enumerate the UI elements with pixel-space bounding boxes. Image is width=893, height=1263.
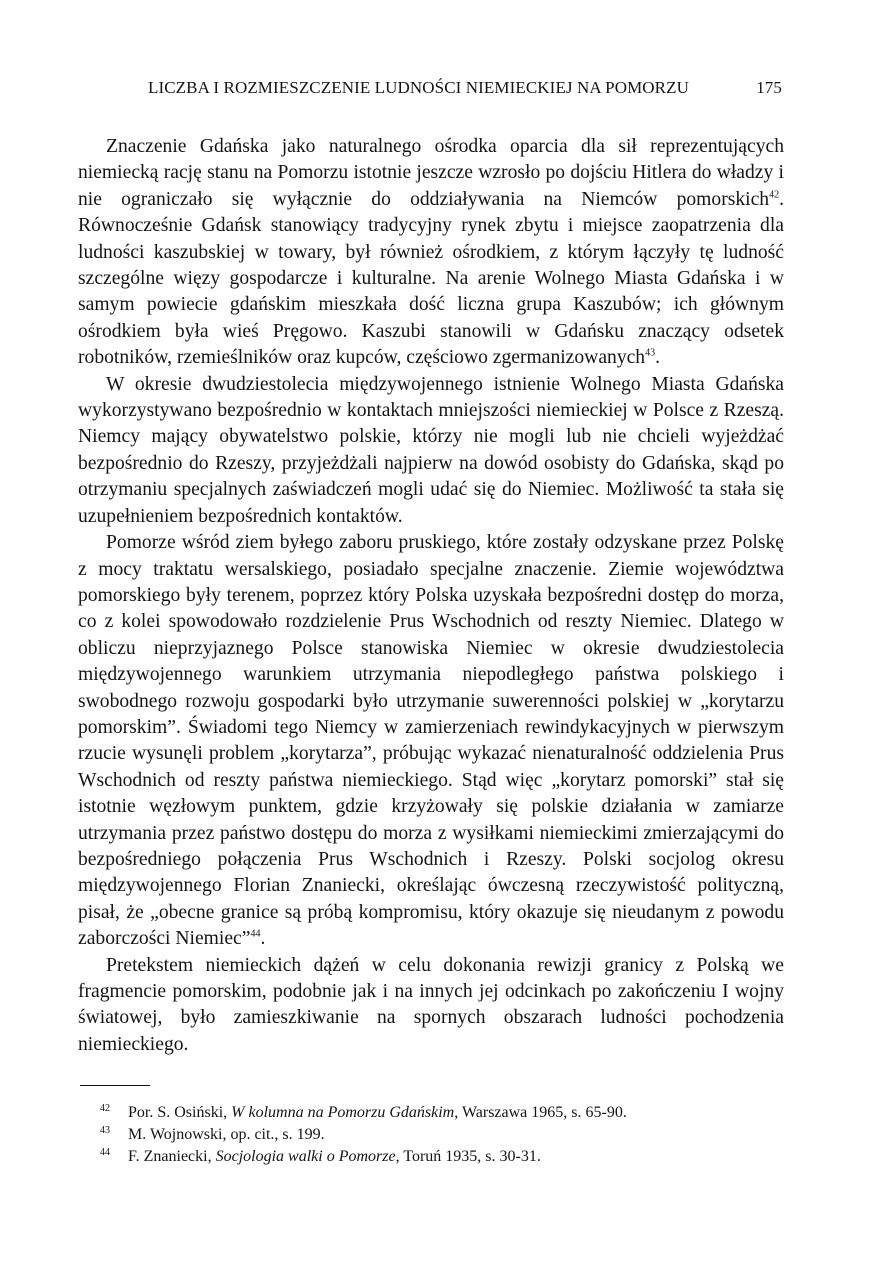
footnote-ref[interactable]: 44 <box>250 928 261 940</box>
running-header <box>78 78 782 98</box>
footnote-author: F. Znaniecki, <box>128 1148 212 1165</box>
footnote-rest: , op. cit., s. 199. <box>222 1126 325 1143</box>
footnote-divider <box>80 1085 150 1086</box>
paragraph <box>78 372 784 530</box>
page-number: 175 <box>756 78 782 97</box>
footnote <box>100 1124 780 1146</box>
paragraph-text: Pomorze wśród ziem byłego zaboru pruskiego, które zostały odzyskane przez Polskę z mocy traktatu wersalskiego, posiadało specjalne znaczenie. Ziemie województwa pomorskiego były terenem, poprzez który Polska uzyskała bezpośredni dostęp do morza, co z kolei spowodowało rozdzielenie Prus Wschodnich od reszty Niemiec. Dlatego w obliczu nieprzyjaznego Polsce stanowiska Niemiec w okresie dwudziestolecia międzywojennego warunkiem utrzymania niepodległego państwa polskiego i swobodnego rozwoju gospodarki było utrzymanie suwerenności polskiej w „korytarzu pomorskim”. Świadomi tego Niemcy w zamierzeniach rewindykacyjnych w pierwszym rzucie wysunęli problem „korytarza”, próbując wykazać nienaturalność oddzielenia Prus Wschodnich od reszty państwa niemieckiego. Stąd więc „korytarz pomorski” stał się istotnie węzłowym punktem, gdzie krzyżowały się polskie działania w zamiarze utrzymania przez państwo dostępu do morza z wysiłkami niemieckimi zmierzającymi do bezpośredniego połączenia Prus Wschodnich i Rzeszy. Polski socjolog okresu międzywojennego Florian Znaniecki, określając ówczesną rzeczywistość polityczną, pisał, że „obecne granice są próbą kompromisu, który okazuje się nieudanym z powodu zaborczości Niemiec” <box>78 532 784 950</box>
header-title: LICZBA I ROZMIESZCZENIE LUDNOŚCI NIEMIECKIEJ NA POMORZU <box>148 78 689 97</box>
footnote-title: W kolumna na Pomorzu Gdańskim <box>231 1104 455 1121</box>
footnote-rest: , Toruń 1935, s. 30-31. <box>395 1148 541 1165</box>
footnote-author: M. Wojnowski <box>128 1126 223 1143</box>
paragraph <box>78 530 784 953</box>
footnote-text <box>128 1102 627 1124</box>
footnote-rest: , Warszawa 1965, s. 65-90. <box>454 1104 627 1121</box>
footnote-number: 42 <box>100 1103 110 1114</box>
paragraph-text: . Równocześnie Gdańsk stanowiący tradycyjny rynek zbytu i miejsce zaopatrzenia dla ludności kaszubskiej w towary, był również ośrodkiem, z którym łączyły tę ludność szczególne więzy gospodarcze i kulturalne. Na arenie Wolnego Miasta Gdańska i w samym powiecie gdańskim mieszkała dość liczna grupa Kaszubów; ich głównym ośrodkiem była wieś Pręgowo. Kaszubi stanowili w Gdańsku znaczący odsetek robotników, rzemieślników oraz kupców, częściowo zgermanizowanych <box>78 188 784 369</box>
paragraph-text: W okresie dwudziestolecia międzywojennego istnienie Wolnego Miasta Gdańska wykorzystywano bezpośrednio w kontaktach mniejszości niemieckiej w Polsce z Rzeszą. Niemcy mający obywatelstwo polskie, którzy nie mogli lub nie chcieli wyjeżdżać bezpośrednio do Rzeszy, przyjeżdżali najpierw na dowód osobisty do Gdańska, skąd po otrzymaniu specjalnych zaświadczeń mogli udać się do Niemiec. Możliwość ta stała się uzupełnieniem bezpośrednich kontaktów. <box>78 373 784 527</box>
footnote-ref[interactable]: 43 <box>645 347 656 359</box>
paragraph-text: . <box>260 928 266 950</box>
footnote-author: Por. S. Osiński, <box>128 1104 228 1121</box>
footnote <box>100 1146 780 1168</box>
footnote-ref[interactable]: 42 <box>769 189 780 201</box>
paragraph-text: Pretekstem niemieckich dążeń w celu dokonania rewizji granicy z Polską we fragmencie pomorskim, podobnie jak i na innych jej odcinkach po zakończeniu I wojny światowej, było zamieszkiwanie na spornych obszarach ludności pochodzenia niemieckiego. <box>78 954 784 1055</box>
paragraph <box>78 134 784 372</box>
footnote-title: Socjologia walki o Pomorze <box>215 1148 396 1165</box>
footnote <box>100 1102 780 1124</box>
footnote-number: 44 <box>100 1147 110 1158</box>
paragraph-text: . <box>655 347 661 369</box>
paragraph <box>78 953 784 1059</box>
footnote-text <box>128 1124 325 1146</box>
footnote-text <box>128 1146 541 1168</box>
paragraph-text: Znaczenie Gdańska jako naturalnego ośrodka oparcia dla sił reprezentujących niemiecką rację stanu na Pomorzu istotnie jeszcze wzrosło po dojściu Hitlera do władzy i nie ograniczało się wyłącznie do oddziaływania na Niemców pomorskich <box>78 136 784 210</box>
body-text <box>78 134 784 1058</box>
footnote-number: 43 <box>100 1125 110 1136</box>
footnotes <box>100 1102 780 1168</box>
